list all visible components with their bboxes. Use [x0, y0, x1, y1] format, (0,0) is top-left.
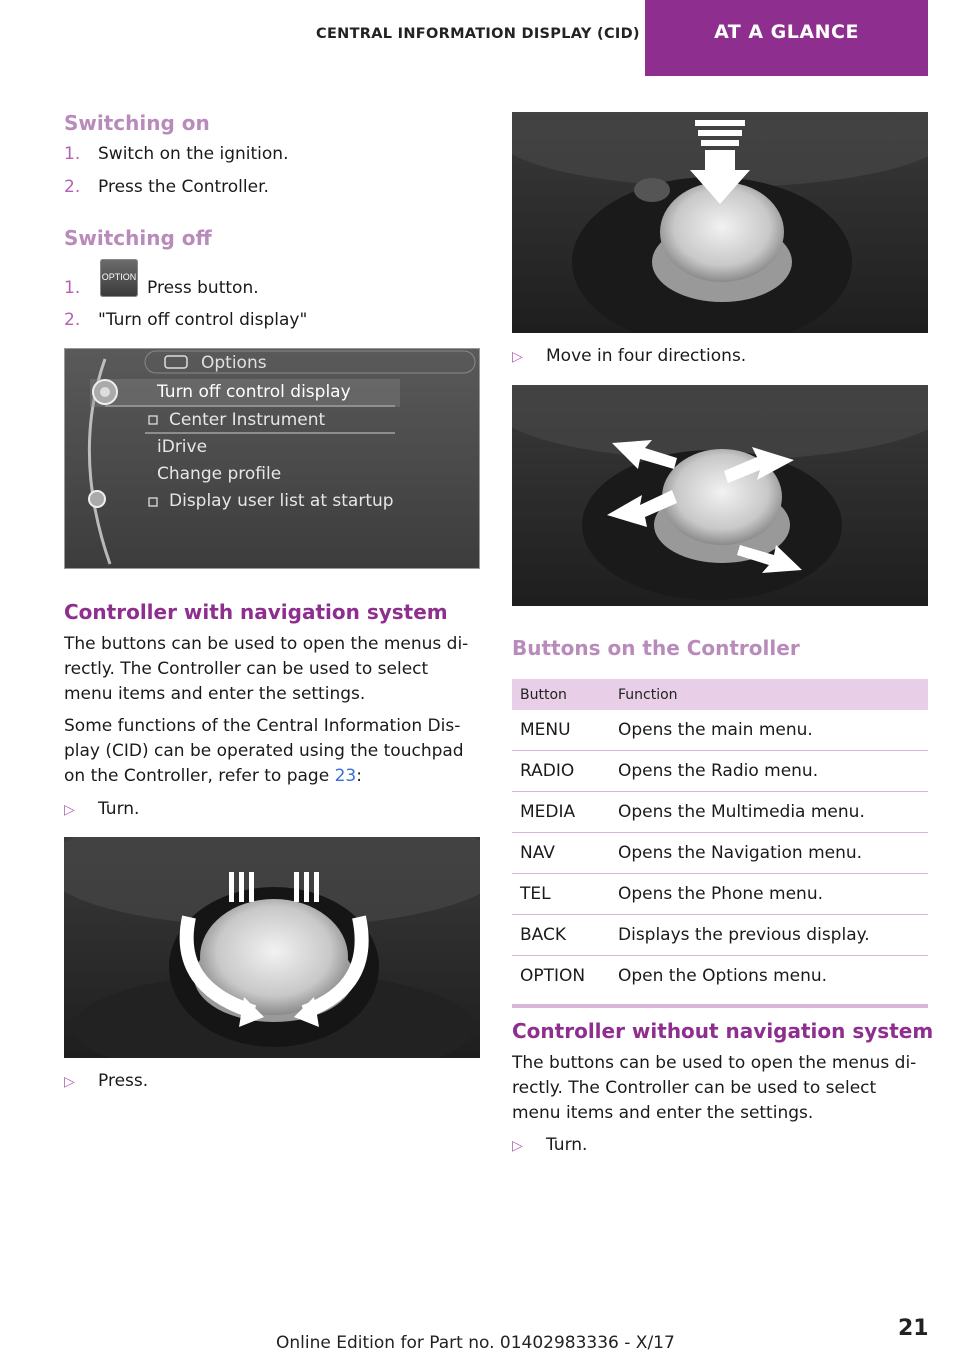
table-row	[512, 956, 928, 996]
switching-on-step-1	[64, 142, 289, 167]
bullet-move	[512, 344, 747, 370]
cell-function: Opens the main menu.	[618, 720, 813, 740]
step-number: 1.	[64, 278, 81, 298]
table-row	[512, 710, 928, 751]
controller-nav-para2-line-1: Some functions of the Central Information Dis-	[64, 716, 461, 736]
controller-move-graphics	[512, 385, 928, 606]
options-screen-title: Options	[201, 353, 267, 373]
controller-no-nav-para-line-1: The buttons can be used to open the menus di-	[512, 1053, 917, 1073]
controller-nav-para2	[64, 714, 464, 789]
table-row	[512, 915, 928, 956]
bullet-text: Press.	[98, 1071, 149, 1091]
cell-button: NAV	[520, 843, 555, 863]
table-row	[512, 792, 928, 833]
triangle-bullet-icon: ▷	[64, 802, 75, 818]
controller-nav-para1	[64, 632, 468, 707]
controller-turn-image	[64, 837, 480, 1058]
switching-on-step-2	[64, 175, 269, 200]
controller-nav-heading: Controller with navigation system	[64, 600, 448, 624]
bullet-text: Turn.	[98, 799, 140, 819]
cell-function: Displays the previous display.	[618, 925, 870, 945]
bullet-press	[64, 1069, 149, 1095]
triangle-bullet-icon: ▷	[64, 1074, 75, 1090]
page-ref-suffix: :	[356, 766, 362, 786]
buttons-heading: Buttons on the Controller	[512, 636, 800, 660]
cell-button: MEDIA	[520, 802, 576, 822]
table-header	[512, 679, 928, 710]
options-item-turn-off: Turn off control display	[157, 382, 351, 402]
controller-press-graphics	[512, 112, 928, 333]
bullet-turn-left	[64, 797, 140, 823]
bullet-turn-right	[512, 1133, 588, 1159]
footer-edition: Online Edition for Part no. 01402983336 - X/17	[276, 1333, 675, 1353]
step-text: Switch on the ignition.	[98, 144, 289, 164]
header-tab	[645, 0, 928, 76]
table-row	[512, 751, 928, 792]
table-row	[512, 874, 928, 915]
table-bottom-rule	[512, 1004, 928, 1008]
options-screen-image	[64, 348, 480, 569]
bullet-text: Move in four directions.	[546, 346, 747, 366]
cell-function: Opens the Radio menu.	[618, 761, 819, 781]
switching-off-step-1	[64, 276, 80, 301]
controller-move-image	[512, 385, 928, 606]
cell-function: Opens the Phone menu.	[618, 884, 824, 904]
cell-button: TEL	[520, 884, 551, 904]
cell-button: BACK	[520, 925, 567, 945]
cell-function: Opens the Multimedia menu.	[618, 802, 865, 822]
controller-nav-para2-line-3	[64, 764, 464, 789]
header-section-title: CENTRAL INFORMATION DISPLAY (CID)	[316, 26, 640, 42]
option-button-label: OPTION	[101, 272, 137, 282]
triangle-bullet-icon: ▷	[512, 349, 523, 365]
cell-function: Open the Options menu.	[618, 966, 828, 986]
controller-no-nav-para	[512, 1051, 916, 1126]
switching-off-step-2	[64, 308, 308, 333]
header-tab-inner	[667, 0, 906, 52]
triangle-bullet-icon: ▷	[512, 1138, 523, 1154]
options-item-user-list: Display user list at startup	[169, 491, 394, 511]
cell-button: OPTION	[520, 966, 586, 986]
cell-button: MENU	[520, 720, 571, 740]
cell-function: Opens the Navigation menu.	[618, 843, 863, 863]
step-number: 2.	[64, 310, 81, 330]
options-item-change-profile: Change profile	[157, 464, 282, 484]
bullet-text: Turn.	[546, 1135, 588, 1155]
step-text: Press the Controller.	[98, 177, 269, 197]
column-header-function: Function	[618, 687, 678, 703]
cell-button: RADIO	[520, 761, 575, 781]
controller-nav-para1-line-1: The buttons can be used to open the menus di-	[64, 634, 469, 654]
switching-on-heading: Switching on	[64, 111, 210, 135]
table-row	[512, 833, 928, 874]
controller-no-nav-para-line-2: rectly. The Controller can be used to select	[512, 1078, 877, 1098]
column-header-button: Button	[520, 687, 567, 703]
page-23-link[interactable]: 23	[334, 766, 357, 786]
header-tab-label: AT A GLANCE	[714, 21, 859, 43]
step-text: "Turn off control display"	[98, 310, 308, 330]
options-item-center-instrument: Center Instrument	[169, 410, 326, 430]
page-number: 21	[898, 1316, 929, 1341]
switching-off-step-1-text: Press button.	[147, 278, 259, 298]
controller-nav-para2-line-2: play (CID) can be operated using the touchpad	[64, 741, 464, 761]
options-item-idrive: iDrive	[157, 437, 208, 457]
switching-off-heading: Switching off	[64, 226, 212, 250]
controller-nav-para1-line-2: rectly. The Controller can be used to select	[64, 659, 429, 679]
step-number: 1.	[64, 144, 81, 164]
controller-press-image	[512, 112, 928, 333]
controller-nav-para1-line-3: menu items and enter the settings.	[64, 684, 366, 704]
step-number: 2.	[64, 177, 81, 197]
buttons-table	[512, 679, 928, 1008]
controller-turn-graphics	[64, 837, 480, 1058]
controller-no-nav-para-line-3: menu items and enter the settings.	[512, 1103, 814, 1123]
controller-nav-para2-text: on the Controller, refer to page	[64, 766, 335, 786]
option-button-icon	[100, 259, 138, 297]
controller-no-nav-heading: Controller without navigation system	[512, 1019, 934, 1043]
